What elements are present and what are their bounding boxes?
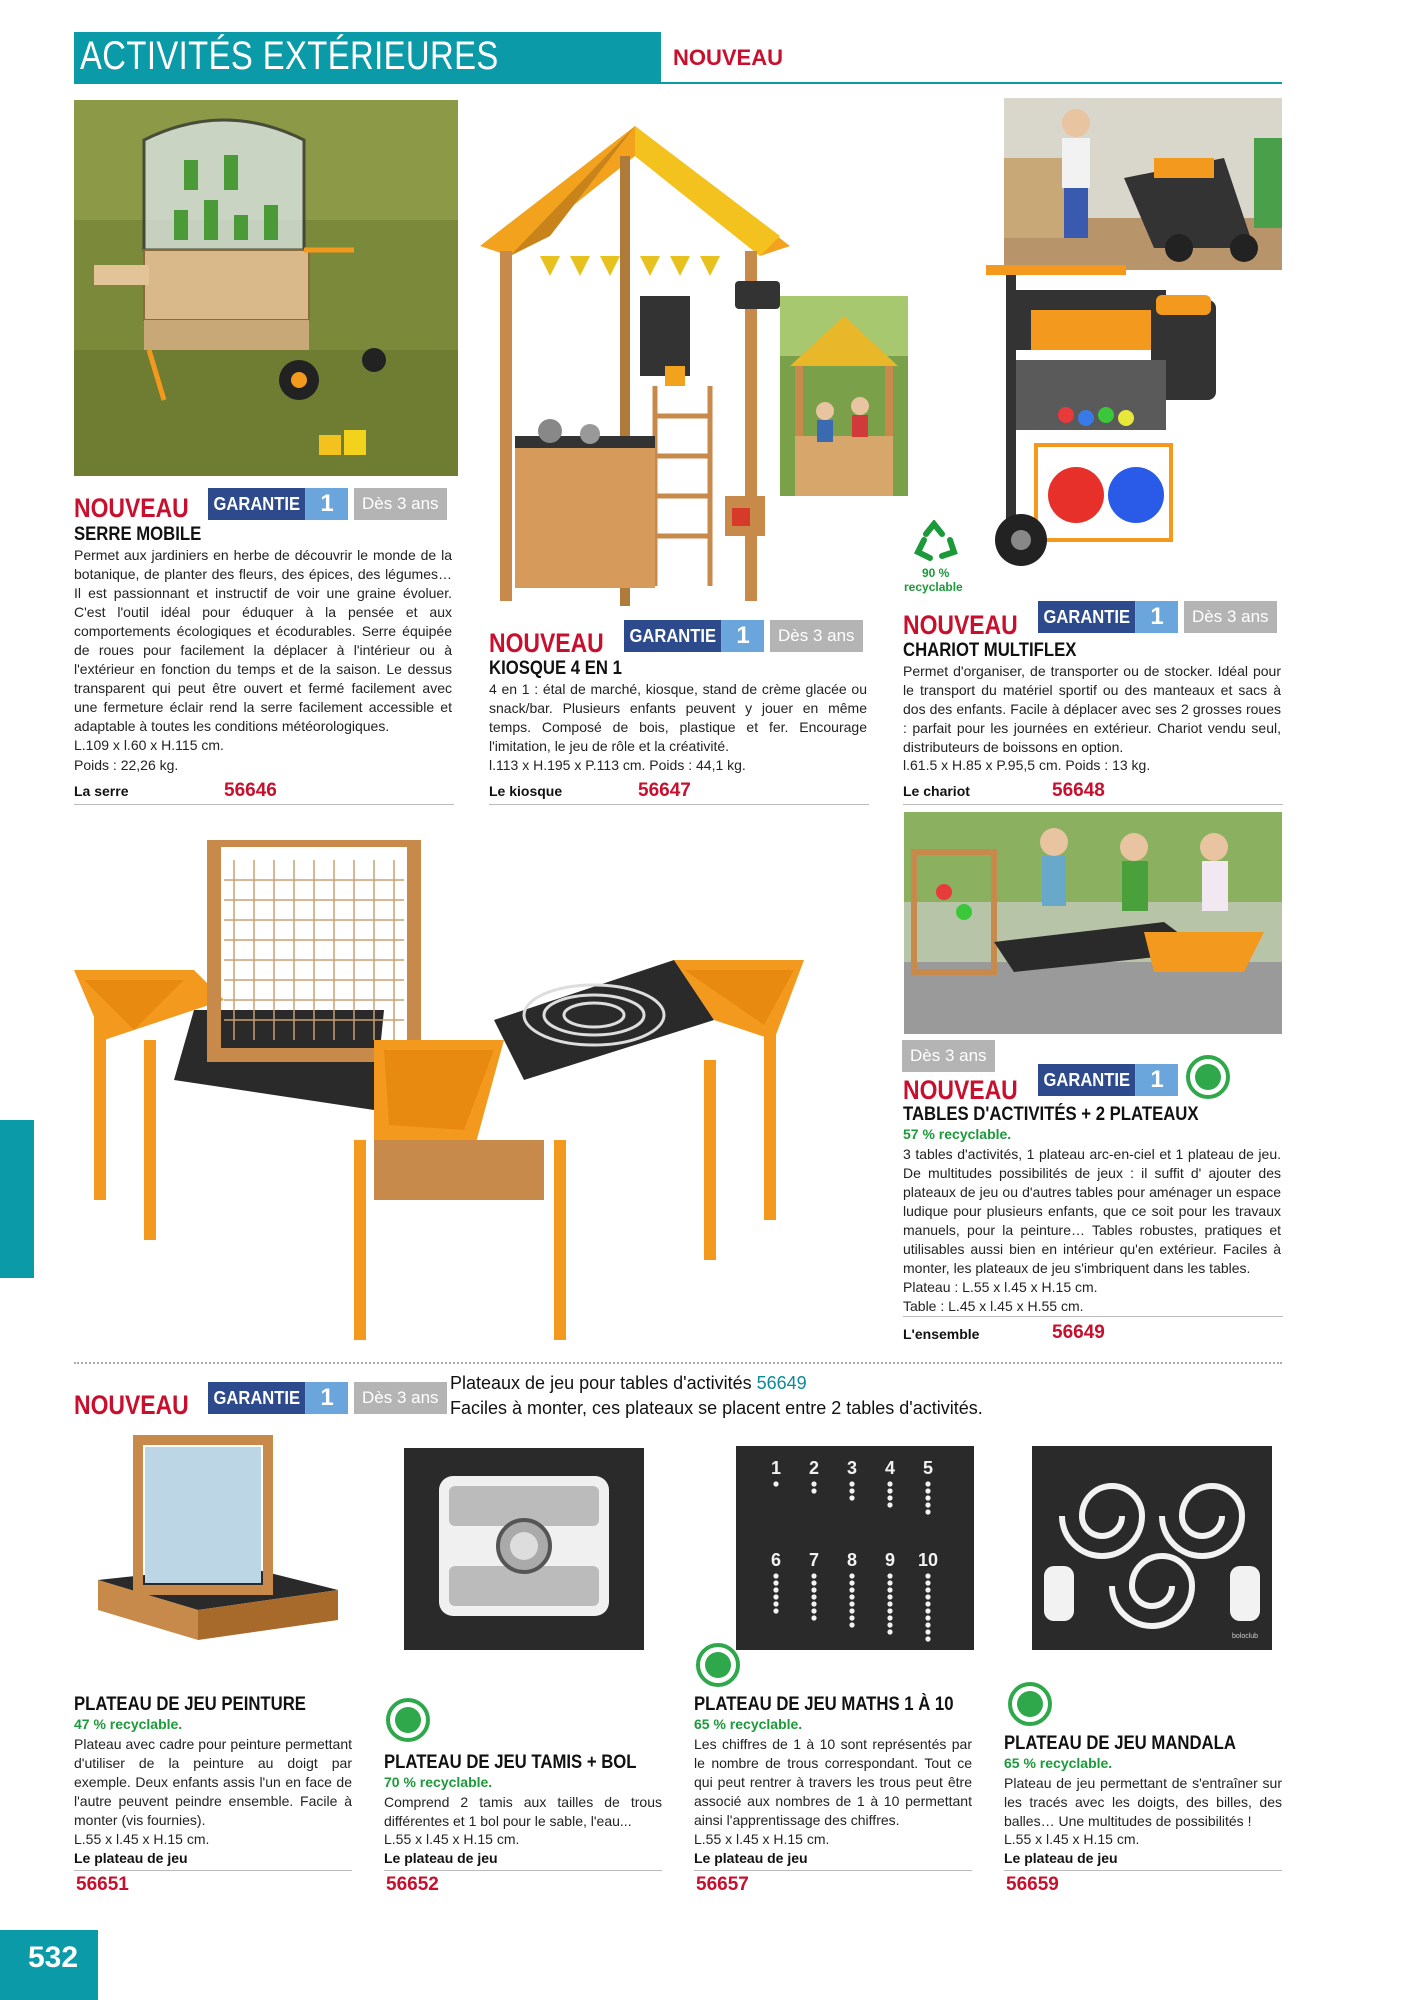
plateau-tamis-dimensions: L.55 x l.45 x H.15 cm. xyxy=(384,1831,520,1847)
plateau-tamis-ref-code: 56652 xyxy=(386,1874,439,1895)
tables-ref-rule xyxy=(903,1316,1283,1317)
plateau-maths-ref-code: 56657 xyxy=(696,1874,749,1895)
plateau-maths-recyclable: 65 % recyclable. xyxy=(694,1716,803,1732)
maths-digit: 4 xyxy=(884,1458,896,1478)
recycle-icon xyxy=(912,520,960,564)
maths-eco-icon xyxy=(696,1643,740,1687)
tables-eco-icon xyxy=(1186,1055,1230,1099)
chariot-description: Permet d'organiser, de transporter ou de stocker. Idéal pour le transport du matériel sportif ou des manteaux et sacs à dos des enfants. Facile à déplacer avec ses 2 grosses roues : parfait pour les journées en extérieur. Chariot vendu seul, distributeurs de boissons en option. xyxy=(903,663,1281,755)
maths-hole xyxy=(887,1481,892,1486)
serre-title: SERRE MOBILE xyxy=(74,524,202,545)
tables-warranty-badge: GARANTIE xyxy=(1038,1064,1136,1096)
plateau-mandala-ref-rule xyxy=(1004,1870,1282,1871)
chariot-age-badge: Dès 3 ans xyxy=(1184,601,1277,633)
maths-digit: 3 xyxy=(846,1458,858,1478)
maths-hole xyxy=(811,1488,816,1493)
maths-hole xyxy=(925,1587,930,1592)
plateau-mandala-recyclable: 65 % recyclable. xyxy=(1004,1755,1113,1771)
section-divider xyxy=(74,1362,1282,1364)
plateaux-age-badge: Dès 3 ans xyxy=(354,1382,447,1414)
plateau-peinture-recyclable: 47 % recyclable. xyxy=(74,1716,183,1732)
maths-hole xyxy=(925,1488,930,1493)
kiosque-description: 4 en 1 : étal de marché, kiosque, stand de crème glacée ou snack/bar. Plusieurs enfants peuvent y jouer en même temps. Composé de bois, plastique et fer. Encourage l'imitation, le jeu de rôle et la créativité. xyxy=(489,681,867,754)
tables-age-badge: Dès 3 ans xyxy=(902,1040,995,1072)
side-section-tab xyxy=(0,1120,34,1278)
maths-hole xyxy=(849,1580,854,1585)
kiosque-title: KIOSQUE 4 EN 1 xyxy=(489,658,622,679)
plateau-maths-description: Les chiffres de 1 à 10 sont représentés par le nombre de trous correspondant. Tout ce qui peut rentrer à travers les trous peut être associé aux nombres de 1 à 10 permettant ainsi l'apprentissage des chiffres. xyxy=(694,1736,972,1828)
plateaux-new-label: NOUVEAU xyxy=(74,1390,189,1420)
tables-recyclable: 57 % recyclable. xyxy=(903,1126,1012,1142)
mandala-eco-icon xyxy=(1008,1682,1052,1726)
mandala-brand-mark: boloclub xyxy=(1232,1633,1259,1640)
recycle-word: recyclable xyxy=(904,580,963,594)
plateau-maths-title: PLATEAU DE JEU MATHS 1 À 10 xyxy=(694,1694,954,1715)
maths-hole xyxy=(925,1495,930,1500)
trolley-photo xyxy=(1004,98,1282,270)
plateau-mandala-description: Plateau de jeu permettant de s'entraîner sur les tracés avec les doigts, des billes, des balles… Une multitudes de possibilités ! xyxy=(1004,1775,1282,1829)
tables-description: 3 tables d'activités, 1 plateau arc-en-ciel et 1 plateau de jeu. De multitudes possibilités de jeux : il suffit d' ajouter des plateaux de jeu ou d'autres tables pour aménager un espace ludique pour plusieurs enfants, que ce soit pour les travaux manuels, pour la peinture… Tables robustes, pratiques et utilisables aussi bien en intérieur qu'en extérieur. Faciles à monter, les plateaux de jeu s'imbriquent dans les tables. xyxy=(903,1146,1281,1276)
kiosque-warranty-years: 1 xyxy=(722,620,764,652)
kiosque-ref-rule xyxy=(489,804,869,805)
maths-hole xyxy=(925,1502,930,1507)
serre-dimensions: L.109 x l.60 x H.115 cm. xyxy=(74,737,224,753)
maths-hole xyxy=(887,1580,892,1585)
kiosque-ref-code: 56647 xyxy=(638,780,691,801)
recycle-percent: 90 % xyxy=(922,566,950,580)
maths-hole xyxy=(811,1608,816,1613)
plateau-maths-ref-label: Le plateau de jeu xyxy=(694,1850,808,1866)
plateau-maths-ref-rule xyxy=(694,1870,972,1871)
maths-hole xyxy=(849,1594,854,1599)
maths-hole xyxy=(773,1601,778,1606)
kiosque-dimensions: l.113 x H.195 x P.113 cm. Poids : 44,1 kg. xyxy=(489,757,746,773)
plateau-mandala-ref-code: 56659 xyxy=(1006,1874,1059,1895)
maths-hole xyxy=(773,1608,778,1613)
maths-hole xyxy=(925,1509,930,1514)
serre-weight: Poids : 22,26 kg. xyxy=(74,757,179,773)
chariot-title: CHARIOT MULTIFLEX xyxy=(903,640,1077,661)
maths-hole xyxy=(887,1629,892,1634)
tables-title: TABLES D'ACTIVITÉS + 2 PLATEAUX xyxy=(903,1104,1199,1125)
serre-warranty-years: 1 xyxy=(306,488,348,520)
plateau-tamis-ref-label: Le plateau de jeu xyxy=(384,1850,498,1866)
maths-hole xyxy=(849,1481,854,1486)
maths-digit: 5 xyxy=(922,1458,934,1478)
maths-hole xyxy=(925,1594,930,1599)
plateau-maths-image xyxy=(736,1446,974,1650)
maths-hole xyxy=(887,1495,892,1500)
maths-hole xyxy=(811,1580,816,1585)
maths-hole xyxy=(925,1615,930,1620)
maths-hole xyxy=(811,1594,816,1599)
plateau-peinture-title: PLATEAU DE JEU PEINTURE xyxy=(74,1694,306,1715)
maths-hole xyxy=(887,1594,892,1599)
tables-warranty-years: 1 xyxy=(1136,1064,1178,1096)
plateaux-intro-ref: 56649 xyxy=(756,1373,807,1393)
plateau-peinture-dimensions: L.55 x l.45 x H.15 cm. xyxy=(74,1831,210,1847)
chariot-new-label: NOUVEAU xyxy=(903,610,1018,640)
kiosque-warranty-badge: GARANTIE xyxy=(624,620,722,652)
chariot-ref-label: Le chariot xyxy=(903,783,970,799)
maths-hole xyxy=(925,1636,930,1641)
maths-hole xyxy=(811,1587,816,1592)
kiosk-photo xyxy=(780,296,908,496)
maths-hole xyxy=(849,1608,854,1613)
serre-ref-code: 56646 xyxy=(224,780,277,801)
tables-dimensions-plateau: Plateau : L.55 x l.45 x H.15 cm. xyxy=(903,1279,1098,1295)
maths-hole xyxy=(887,1573,892,1578)
maths-hole xyxy=(849,1615,854,1620)
chariot-ref-code: 56648 xyxy=(1052,780,1105,801)
maths-hole xyxy=(849,1495,854,1500)
maths-digit: 6 xyxy=(770,1550,782,1570)
chariot-ref-rule xyxy=(903,804,1283,805)
maths-hole xyxy=(887,1587,892,1592)
plateau-peinture-ref-label: Le plateau de jeu xyxy=(74,1850,188,1866)
plateau-mandala-ref-label: Le plateau de jeu xyxy=(1004,1850,1118,1866)
maths-digit: 2 xyxy=(808,1458,820,1478)
maths-hole xyxy=(887,1622,892,1627)
maths-hole xyxy=(887,1615,892,1620)
maths-hole xyxy=(925,1580,930,1585)
tables-new-label: NOUVEAU xyxy=(903,1075,1018,1105)
maths-hole xyxy=(849,1622,854,1627)
chariot-dimensions: l.61.5 x H.85 x P.95,5 cm. Poids : 13 kg. xyxy=(903,757,1151,773)
tables-ref-label: L'ensemble xyxy=(903,1326,980,1342)
serre-warranty-badge: GARANTIE xyxy=(208,488,306,520)
activity-tables-image xyxy=(74,840,874,1340)
maths-hole xyxy=(811,1615,816,1620)
maths-hole xyxy=(925,1573,930,1578)
maths-hole xyxy=(811,1481,816,1486)
tamis-eco-icon xyxy=(386,1698,430,1742)
plateau-peinture-ref-rule xyxy=(74,1870,352,1871)
kiosque-new-label: NOUVEAU xyxy=(489,628,604,658)
maths-hole xyxy=(887,1502,892,1507)
greenhouse-image xyxy=(74,100,458,476)
maths-hole xyxy=(849,1601,854,1606)
plateaux-warranty-years: 1 xyxy=(306,1382,348,1414)
page-title: ACTIVITÉS EXTÉRIEURES xyxy=(80,34,499,78)
maths-hole xyxy=(925,1608,930,1613)
plateau-peinture-description: Plateau avec cadre pour peinture permettant d'utiliser de la peinture au doigt par exemple. Deux enfants assis l'un en face de l'autre peuvent peindre ensemble. Facile à monter (vis fournies). xyxy=(74,1736,352,1828)
maths-digit: 1 xyxy=(770,1458,782,1478)
maths-hole xyxy=(773,1573,778,1578)
maths-hole xyxy=(773,1481,778,1486)
serre-ref-rule xyxy=(74,804,454,805)
maths-digit: 9 xyxy=(884,1550,896,1570)
kiosque-age-badge: Dès 3 ans xyxy=(770,620,863,652)
plateau-tamis-ref-rule xyxy=(384,1870,662,1871)
plateau-peinture-image xyxy=(88,1430,348,1650)
plateaux-intro-line1 xyxy=(450,1373,807,1394)
maths-hole xyxy=(811,1601,816,1606)
activity-tables-photo xyxy=(904,812,1282,1034)
maths-hole xyxy=(925,1622,930,1627)
maths-hole xyxy=(887,1601,892,1606)
maths-hole xyxy=(887,1488,892,1493)
chariot-warranty-badge: GARANTIE xyxy=(1038,601,1136,633)
serre-age-badge: Dès 3 ans xyxy=(354,488,447,520)
maths-digit: 8 xyxy=(846,1550,858,1570)
maths-hole xyxy=(811,1573,816,1578)
maths-hole xyxy=(849,1587,854,1592)
serre-ref-label: La serre xyxy=(74,783,129,799)
plateau-maths-dimensions: L.55 x l.45 x H.15 cm. xyxy=(694,1831,830,1847)
plateau-peinture-ref-code: 56651 xyxy=(76,1874,129,1895)
maths-hole xyxy=(849,1573,854,1578)
kiosk-image xyxy=(470,66,790,616)
maths-digit: 10 xyxy=(917,1550,939,1570)
plateaux-intro-text: Plateaux de jeu pour tables d'activités xyxy=(450,1373,752,1393)
plateau-mandala-image xyxy=(1032,1446,1272,1650)
plateau-mandala-dimensions: L.55 x l.45 x H.15 cm. xyxy=(1004,1831,1140,1847)
plateau-tamis-title: PLATEAU DE JEU TAMIS + BOL xyxy=(384,1752,637,1773)
maths-hole xyxy=(925,1481,930,1486)
plateaux-intro-line2: Faciles à monter, ces plateaux se placent entre 2 tables d'activités. xyxy=(450,1398,983,1418)
tables-dimensions-table: Table : L.45 x l.45 x H.55 cm. xyxy=(903,1298,1084,1314)
maths-hole xyxy=(773,1594,778,1599)
header-new-tag: NOUVEAU xyxy=(673,45,784,70)
chariot-warranty-years: 1 xyxy=(1136,601,1178,633)
page-number: 532 xyxy=(28,1941,79,1974)
tables-ref-code: 56649 xyxy=(1052,1322,1105,1343)
kiosque-ref-label: Le kiosque xyxy=(489,783,563,799)
maths-hole xyxy=(849,1488,854,1493)
plateau-mandala-title: PLATEAU DE JEU MANDALA xyxy=(1004,1733,1236,1754)
plateau-tamis-image xyxy=(404,1448,644,1650)
trolley-image xyxy=(976,250,1226,590)
maths-hole xyxy=(773,1587,778,1592)
maths-hole xyxy=(773,1580,778,1585)
plateaux-warranty-badge: GARANTIE xyxy=(208,1382,306,1414)
plateau-tamis-description: Comprend 2 tamis aux tailles de trous différentes et 1 bol pour le sable, l'eau... xyxy=(384,1794,662,1829)
maths-hole xyxy=(925,1629,930,1634)
serre-new-label: NOUVEAU xyxy=(74,493,189,523)
plateau-tamis-recyclable: 70 % recyclable. xyxy=(384,1774,493,1790)
maths-hole xyxy=(887,1608,892,1613)
maths-digit: 7 xyxy=(808,1550,820,1570)
maths-hole xyxy=(925,1601,930,1606)
serre-description: Permet aux jardiniers en herbe de découvrir le monde de la botanique, de planter des fleurs, des épices, des légumes… Il est passionnant et instructif de voir une graine évoluer. C'est l'outil idéal pour éduquer à la pensée et aux comportements écologiques et écodurables. Serre équipée de roues pour facilement la déplacer à l'intérieur ou à l'extérieur en fonction du temps et de la saison. Le dessus transparent qui peut être ouvert et fermé facilement avec une fermeture éclair rend la serre facilement accessible et adaptable à toutes les conditions météorologiques. xyxy=(74,547,452,734)
